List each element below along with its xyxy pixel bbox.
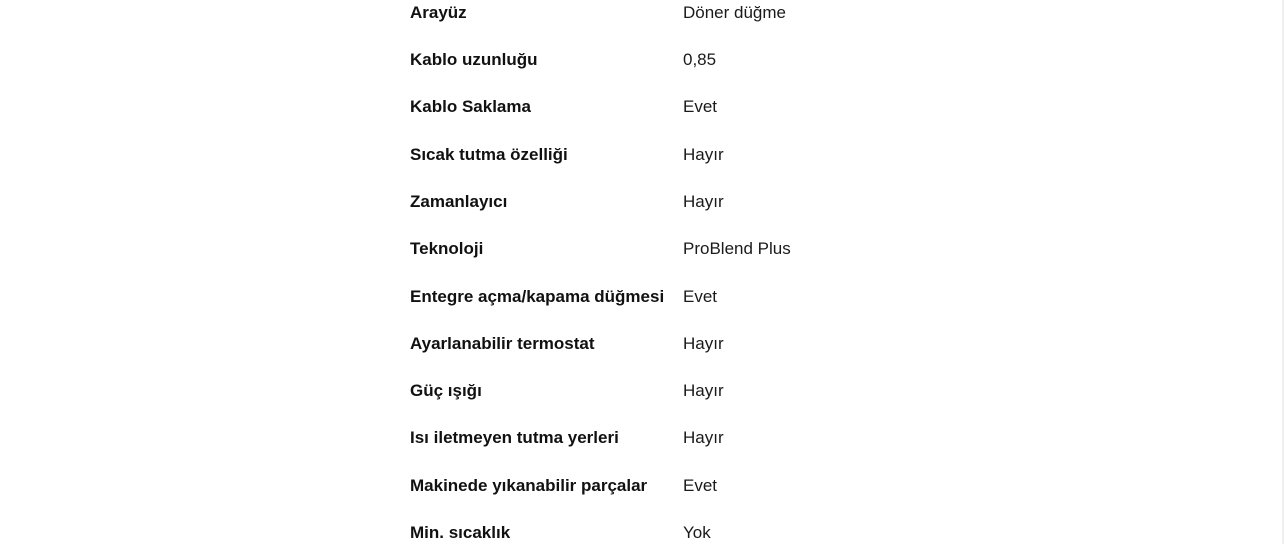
spec-value: Hayır [683,145,724,164]
spec-value: 0,85 [683,50,717,69]
spec-row-power-switch [410,284,1010,314]
spec-label: Ayarlanabilir termostat [410,334,595,353]
spec-row-min-temperature [410,520,1010,544]
spec-label: Isı iletmeyen tutma yerleri [410,428,619,447]
spec-row-power-light [410,378,1010,408]
spec-row-cool-grips [410,425,1010,455]
spec-label: Entegre açma/kapama düğmesi [410,287,665,306]
spec-value: Hayır [683,334,724,353]
spec-value: Evet [683,476,718,495]
spec-label: Sıcak tutma özelliği [410,145,568,164]
spec-value: Hayır [683,428,724,447]
spec-label: Makinede yıkanabilir parçalar [410,476,648,495]
spec-value: Evet [683,97,718,116]
spec-value: Evet [683,287,718,306]
spec-label: Arayüz [410,3,467,22]
spec-label: Min. sıcaklık [410,523,511,542]
spec-row-timer [410,189,1010,219]
spec-row-dishwasher-safe [410,473,1010,503]
spec-row-interface [410,0,1010,30]
spec-value: Döner düğme [683,3,787,22]
spec-value: Hayır [683,192,724,211]
spec-label: Kablo Saklama [410,97,531,116]
spec-value: ProBlend Plus [683,239,791,258]
spec-row-cable-length [410,47,1010,77]
spec-label: Kablo uzunluğu [410,50,538,69]
spec-row-keep-warm [410,142,1010,172]
spec-label: Zamanlayıcı [410,192,508,211]
spec-label: Teknoloji [410,239,484,258]
spec-label: Güç ışığı [410,381,482,400]
spec-row-thermostat [410,331,1010,361]
spec-value: Yok [683,523,711,542]
spec-value: Hayır [683,381,724,400]
spec-row-technology [410,236,1010,266]
spec-row-cable-storage [410,94,1010,124]
